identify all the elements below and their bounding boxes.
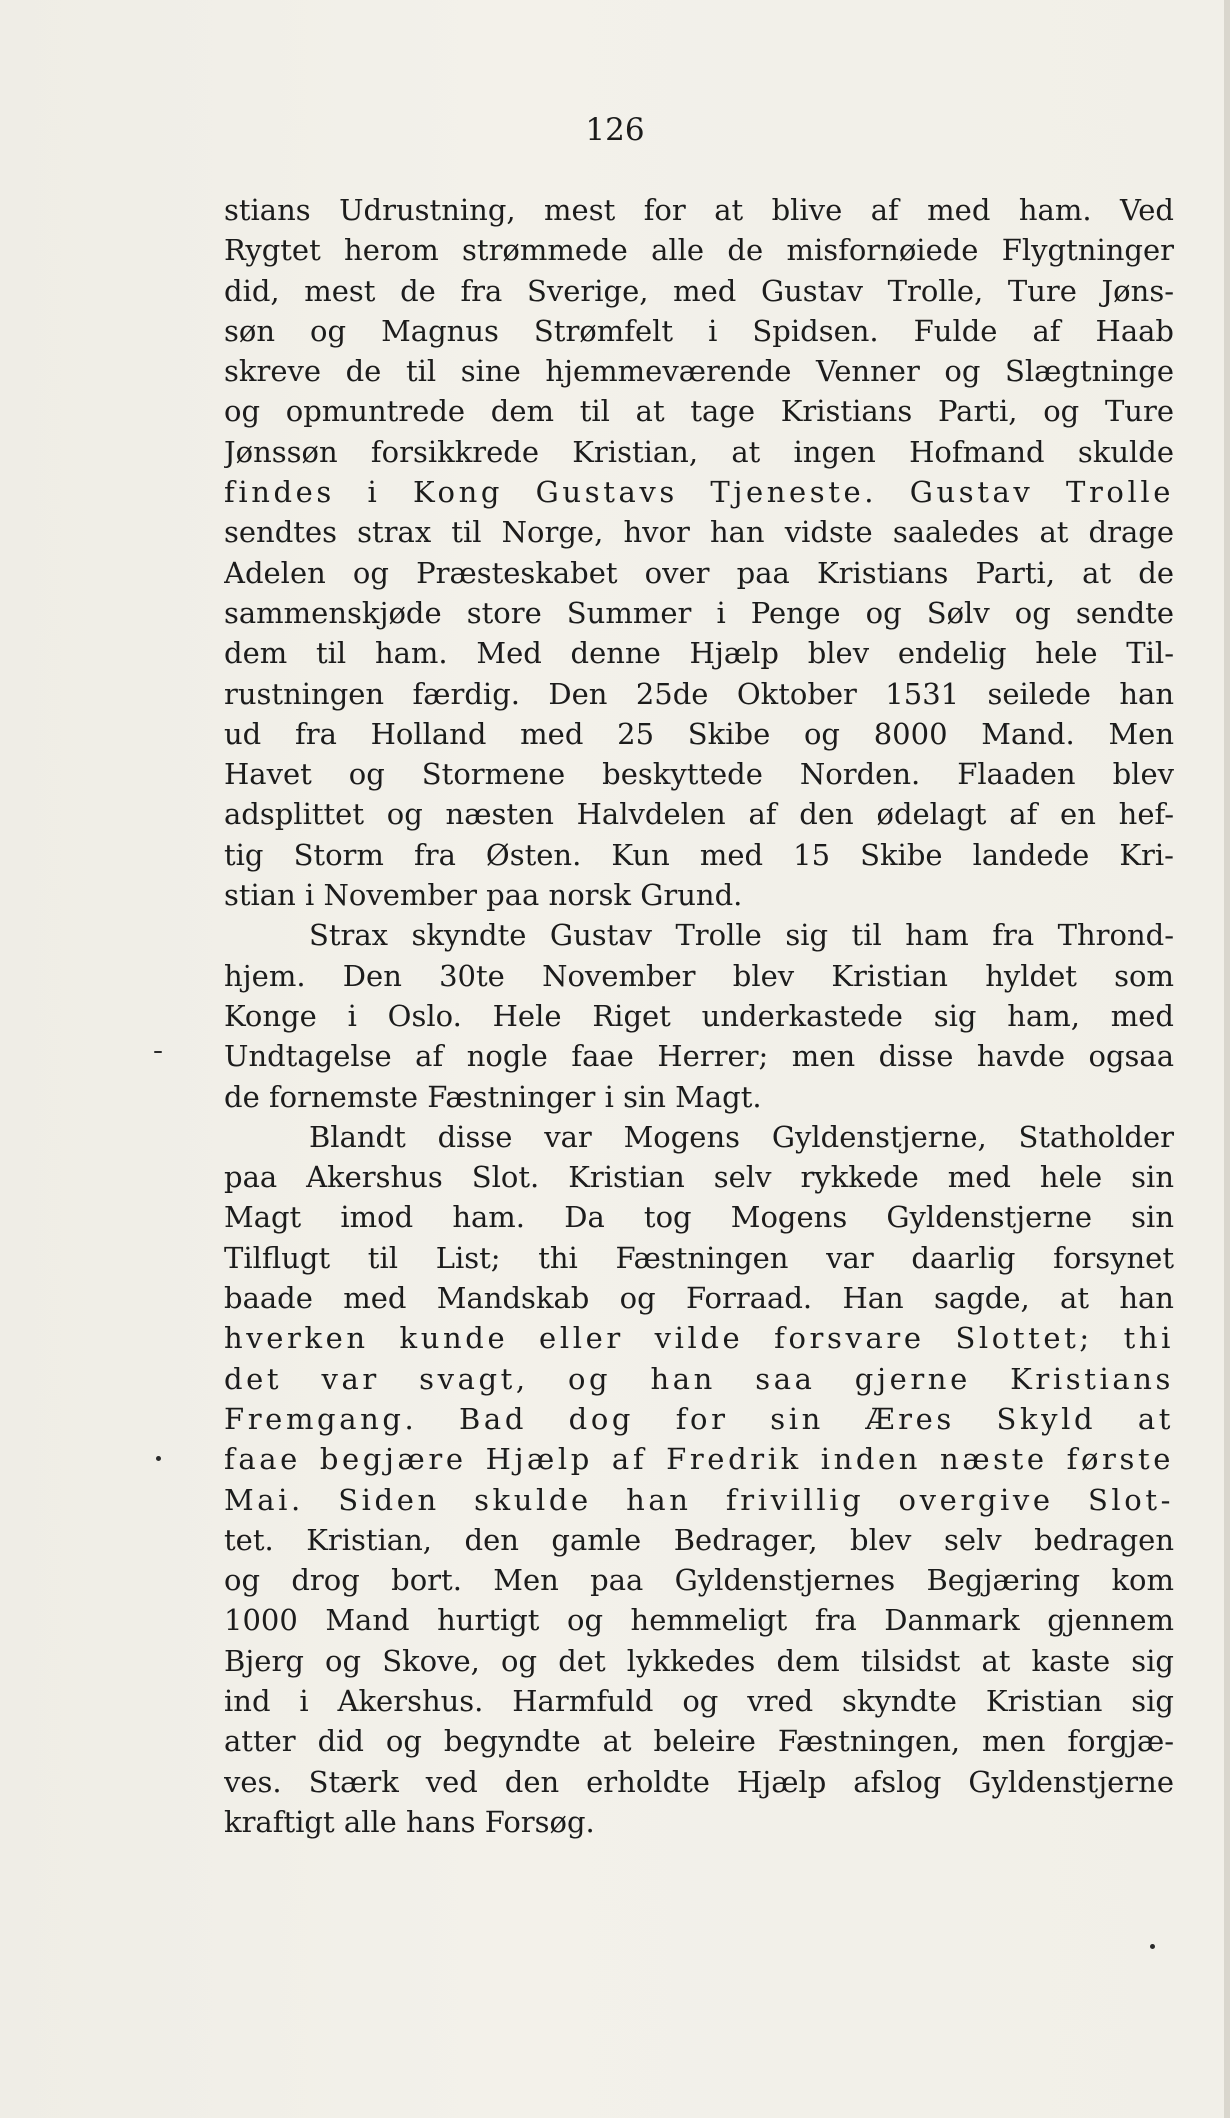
text-line: de fornemste Fæstninger i sin Magt. [224,1079,762,1114]
text-line: og drog bort. Men paa Gyldenstjernes Begjæring kom [224,1563,1174,1598]
text-line: Adelen og Præsteskabet over paa Kristians Parti, at de [224,555,1174,590]
text-line: hverken kunde eller vilde forsvare Slottet; thi [224,1321,1174,1356]
text-line: dem til ham. Med denne Hjælp blev endelig hele Til- [224,636,1174,671]
text-line: tig Storm fra Østen. Kun med 15 Skibe landede Kri- [224,837,1174,872]
text-line: did, mest de fra Sverige, med Gustav Trolle, Ture Jøns- [224,273,1174,308]
page-number: 126 [585,112,645,148]
text-line: paa Akershus Slot. Kristian selv rykkede med hele sin [224,1160,1174,1195]
text-line: og opmuntrede dem til at tage Kristians Parti, og Ture [224,394,1174,429]
text-line: stians Udrustning, mest for at blive af med ham. Ved [224,193,1174,227]
text-line: tet. Kristian, den gamle Bedrager, blev selv bedragen [224,1522,1174,1557]
text-line: atter did og begyndte at beleire Fæstningen, men forgjæ- [224,1724,1174,1759]
ink-speck [156,1456,161,1461]
text-line: Rygtet herom strømmede alle de misfornøiede Flygtninger [224,233,1174,268]
text-line: faae begjære Hjælp af Fredrik inden næste første [224,1442,1174,1477]
text-line: Mai. Siden skulde han frivillig overgive Slot- [224,1482,1174,1517]
text-line: Tilflugt til List; thi Fæstningen var daarlig forsynet [224,1240,1174,1275]
text-line: sammenskjøde store Summer i Penge og Sølv og sendte [224,595,1174,630]
text-line: Strax skyndte Gustav Trolle sig til ham fra Thrond- [309,918,1174,953]
text-line: det var svagt, og han saa gjerne Kristians [224,1361,1174,1396]
text-line: ves. Stærk ved den erholdte Hjælp afslog Gyldenstjerne [224,1764,1174,1799]
text-line: skreve de til sine hjemmeværende Venner og Slægtninge [224,354,1174,389]
page-edge [1224,0,1230,2118]
text-line: hjem. Den 30te November blev Kristian hyldet som [224,958,1174,993]
text-line: sendtes strax til Norge, hvor han vidste saaledes at drage [224,515,1174,550]
ink-speck [154,1051,162,1053]
text-line: Konge i Oslo. Hele Riget underkastede sig ham, med [224,998,1174,1033]
text-line: Fremgang. Bad dog for sin Æres Skyld at [224,1401,1174,1436]
ink-speck [1150,1944,1155,1949]
text-line: Havet og Stormene beskyttede Norden. Flaaden blev [224,757,1174,792]
text-line: findes i Kong Gustavs Tjeneste. Gustav Trolle [224,475,1174,510]
text-line: 1000 Mand hurtigt og hemmeligt fra Danmark gjennem [224,1603,1174,1638]
text-line: Jønssøn forsikkrede Kristian, at ingen Hofmand skulde [224,434,1174,469]
text-line: kraftigt alle hans Forsøg. [224,1804,595,1839]
text-line: ind i Akershus. Harmfuld og vred skyndte Kristian sig [224,1683,1174,1718]
body-text [224,190,1174,1842]
text-line: stian i November paa norsk Grund. [224,878,743,913]
text-line: ud fra Holland med 25 Skibe og 8000 Mand. Men [224,716,1174,751]
text-line: søn og Magnus Strømfelt i Spidsen. Fulde af Haab [224,313,1174,348]
text-line: Undtagelse af nogle faae Herrer; men disse havde ogsaa [224,1039,1174,1074]
text-line: Magt imod ham. Da tog Mogens Gyldenstjerne sin [224,1200,1174,1235]
text-line: baade med Mandskab og Forraad. Han sagde, at han [224,1281,1174,1316]
text-line: rustningen færdig. Den 25de Oktober 1531 seilede han [224,676,1174,711]
text-line: Blandt disse var Mogens Gyldenstjerne, Statholder [309,1119,1174,1154]
text-line: adsplittet og næsten Halvdelen af den ødelagt af en hef- [224,797,1174,832]
text-line: Bjerg og Skove, og det lykkedes dem tilsidst at kaste sig [224,1643,1174,1678]
